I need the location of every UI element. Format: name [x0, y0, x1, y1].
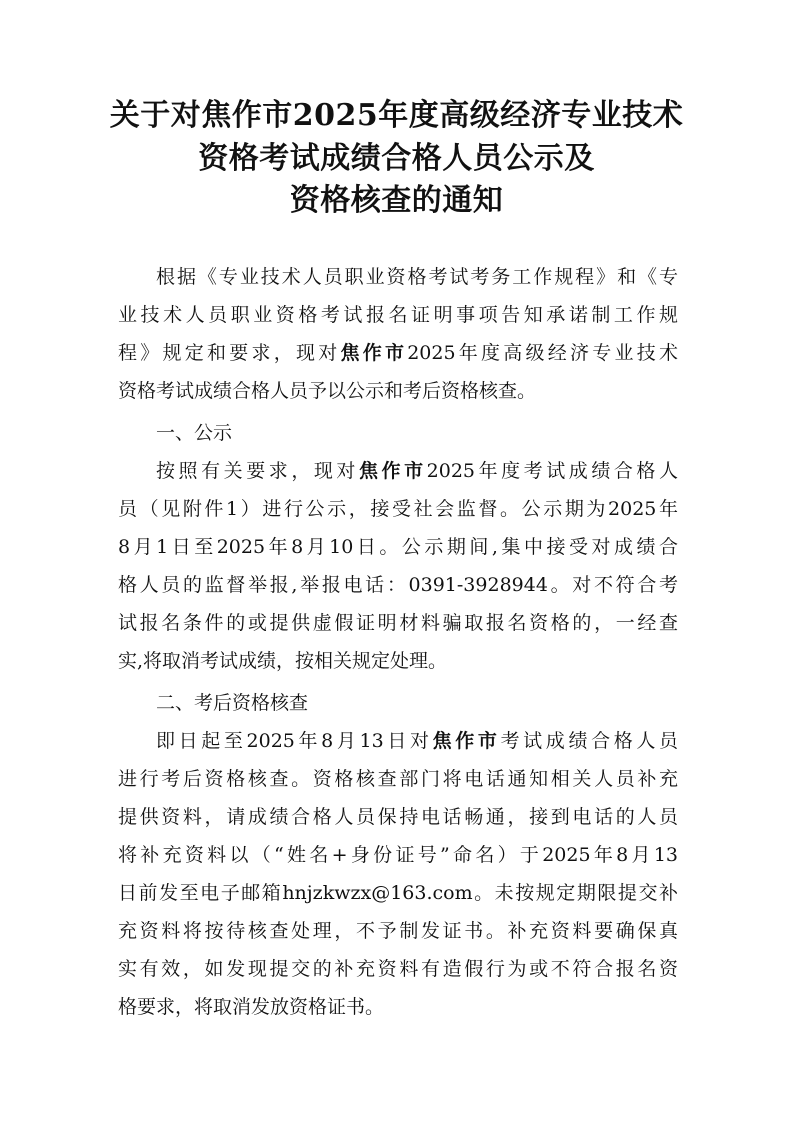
intro-line-4: 资格考试成绩合格人员予以公示和考后资格核查。: [118, 380, 537, 402]
document-title-line-1: 关于对焦作市2025年度高级经济专业技术: [109, 98, 684, 133]
section1-heading: 一、公示: [156, 422, 233, 444]
section2-line-3: 提供资料，请成绩合格人员保持电话畅通，接到电话的人员: [118, 806, 678, 828]
intro-line-3-text: 程》规定和要求，现对: [118, 342, 341, 364]
section1-line-1: [118, 452, 678, 490]
section2-line-4: 将补充资料以（“姓名+身份证号”命名）于2025年8月13: [118, 844, 678, 866]
section2-paragraph: [118, 722, 678, 1026]
intro-line-3: [118, 334, 678, 372]
section2-line-1-pre: 即日起至2025年8月13日对: [156, 730, 433, 752]
section1-city: 焦作市: [358, 460, 427, 482]
section2-line-7: 实有效，如发现提交的补充资料有造假行为或不符合报名资: [118, 958, 678, 980]
section2-line-8: 格要求，将取消发放资格证书。: [118, 996, 385, 1018]
section1-line-4: 格人员的监督举报,举报电话：0391-3928944。对不符合考: [118, 574, 678, 596]
section1-line-6: 实,将取消考试成绩，按相关规定处理。: [118, 650, 448, 672]
section2-line-1: [118, 722, 678, 760]
document-title-line-2: 资格考试成绩合格人员公示及: [198, 141, 595, 176]
intro-line-1: 根据《专业技术人员职业资格考试考务工作规程》和《专: [156, 266, 678, 288]
section1-line-5: 试报名条件的或提供虚假证明材料骗取报名资格的，一经查: [118, 612, 678, 634]
intro-city: 焦作市: [340, 342, 408, 364]
section2-line-5: 日前发至电子邮箱hnjzkwzx@163.com。未按规定期限提交补: [118, 882, 678, 904]
section1-paragraph: [118, 452, 678, 680]
section2-city: 焦作市: [432, 730, 501, 752]
document-title-line-3: 资格核查的通知: [289, 183, 504, 218]
section1-line-3: 8月1日至2025年8月10日。公示期间,集中接受对成绩合: [118, 536, 678, 558]
section2-line-6: 充资料将按待核查处理，不予制发证书。补充资料要确保真: [118, 920, 678, 942]
section1-line-1-pre: 按照有关要求，现对: [156, 460, 359, 482]
intro-line-2: 业技术人员职业资格考试报名证明事项告知承诺制工作规: [118, 304, 678, 326]
intro-line-3-tail: 2025年度高级经济专业技术: [407, 342, 678, 364]
intro-paragraph: [118, 258, 678, 410]
section2-line-1-post: 考试成绩合格人员: [500, 730, 678, 752]
section2-line-2: 进行考后资格核查。资格核查部门将电话通知相关人员补充: [118, 768, 678, 790]
section1-line-1-post: 2025年度考试成绩合格人: [426, 460, 678, 482]
section2-heading: 二、考后资格核查: [156, 692, 309, 714]
section1-line-2: 员（见附件1）进行公示，接受社会监督。公示期为2025年: [118, 498, 678, 520]
